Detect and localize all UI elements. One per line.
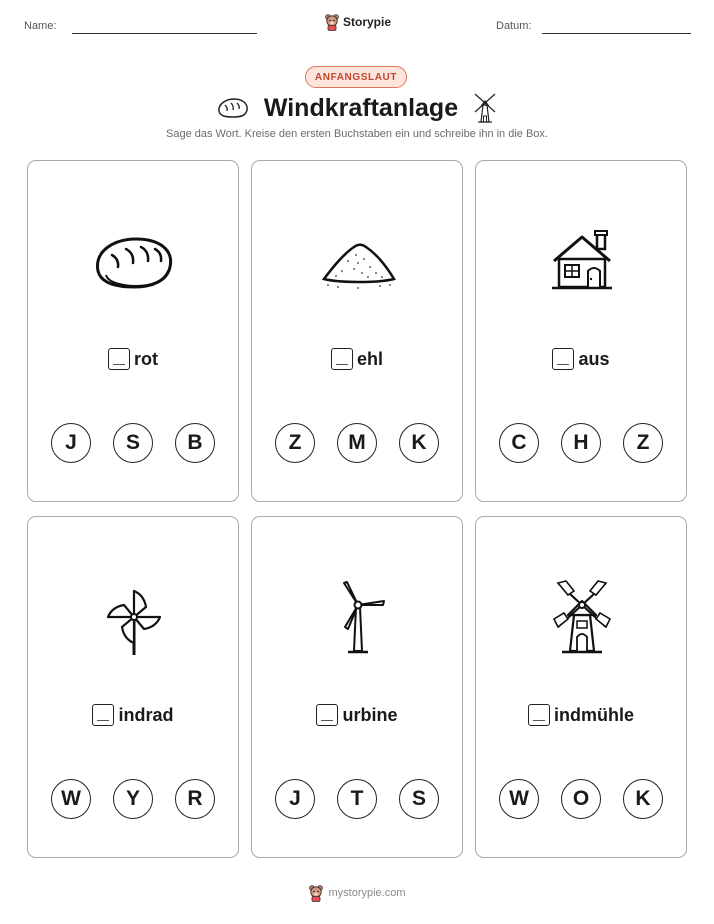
footer-site: mystorypie.com [328,887,406,899]
name-line[interactable] [72,33,257,34]
word-row [252,348,462,370]
word-suffix: indmühle [554,704,634,725]
letter-answer-box[interactable] [92,704,114,726]
letter-choice[interactable]: R [175,779,215,819]
letter-choice[interactable]: B [175,423,215,463]
letter-choice[interactable]: S [113,423,153,463]
name-label: Name: [24,20,57,32]
letter-choice[interactable]: H [561,423,601,463]
letter-answer-box[interactable] [331,348,353,370]
letter-choice[interactable]: M [337,423,377,463]
letter-choice[interactable]: J [275,779,315,819]
worksheet-header [0,0,714,50]
letter-choice[interactable]: K [399,423,439,463]
footer [0,884,714,902]
letter-answer-box[interactable] [528,704,550,726]
letter-choices [252,423,462,463]
house-icon [532,221,632,301]
word-card [251,516,463,858]
bear-mascot-icon [324,13,340,31]
page-title: Windkraftanlage [263,93,459,122]
brand-name: Storypie [343,15,392,29]
word-card [475,516,687,858]
word-card [251,160,463,502]
wind-turbine-icon [308,577,408,657]
letter-choices [28,423,238,463]
letter-choices [476,779,686,819]
word-row [28,704,238,726]
word-suffix: indrad [118,704,174,725]
word-row [28,348,238,370]
word-row [476,704,686,726]
category-badge: ANFANGSLAUT [305,66,407,88]
letter-answer-box[interactable] [316,704,338,726]
letter-choice[interactable]: Y [113,779,153,819]
word-row [252,704,462,726]
word-card [27,516,239,858]
instructions-text: Sage das Wort. Kreise den ersten Buchstaben ein und schreibe ihn in die Box. [166,128,548,140]
letter-choice[interactable]: J [51,423,91,463]
letter-choice[interactable]: W [51,779,91,819]
windmill-icon [532,577,632,657]
windmill-icon [472,92,498,124]
bear-mascot-icon [308,884,324,902]
letter-choice[interactable]: K [623,779,663,819]
brand-logo [324,13,391,31]
letter-answer-box[interactable] [552,348,574,370]
letter-choice[interactable]: O [561,779,601,819]
flour-pile-icon [308,221,408,301]
word-suffix: urbine [342,704,398,725]
letter-choice[interactable]: S [399,779,439,819]
word-suffix: aus [578,348,610,369]
date-label: Datum: [496,20,532,32]
letter-choices [476,423,686,463]
word-suffix: ehl [356,348,383,369]
letter-choice[interactable]: T [337,779,377,819]
letter-answer-box[interactable] [108,348,130,370]
letter-choice[interactable]: C [499,423,539,463]
letter-choice[interactable]: W [499,779,539,819]
letter-choice[interactable]: Z [623,423,663,463]
word-suffix: rot [134,348,158,369]
bread-icon [84,221,184,301]
letter-choice[interactable]: Z [275,423,315,463]
title-row [0,91,714,125]
date-line[interactable] [542,33,691,34]
letter-choices [252,779,462,819]
word-card [475,160,687,502]
pinwheel-icon [84,577,184,657]
bread-icon [216,96,250,120]
word-row [476,348,686,370]
letter-choices [28,779,238,819]
word-card [27,160,239,502]
